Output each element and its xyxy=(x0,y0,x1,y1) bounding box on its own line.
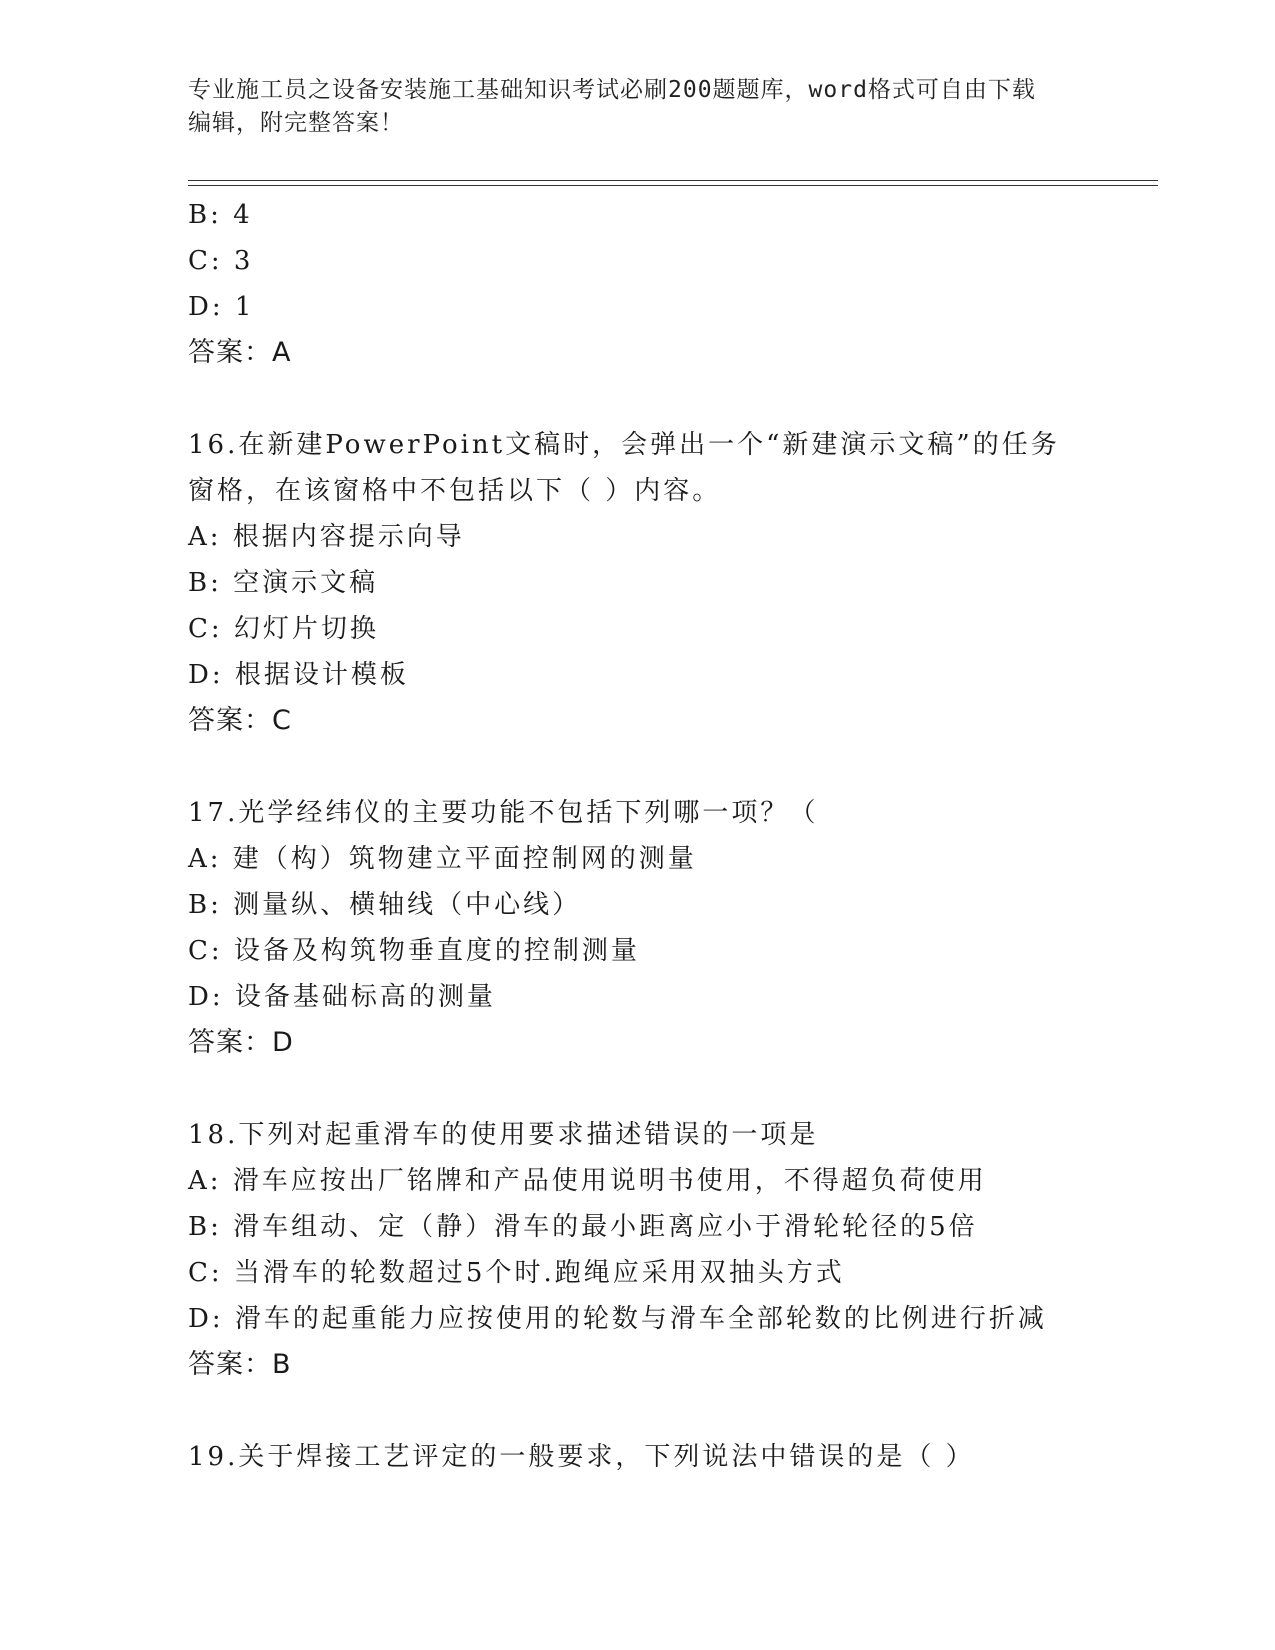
spacer xyxy=(188,376,1188,422)
question-17 xyxy=(188,790,1188,1066)
option-c: C: 3 xyxy=(188,246,254,276)
option-d: D: 1 xyxy=(188,292,255,322)
question-15-tail xyxy=(188,192,1188,376)
question-18 xyxy=(188,1112,1188,1388)
question-text-line-1: 18.下列对起重滑车的使用要求描述错误的一项是 xyxy=(188,1120,819,1150)
header-title-line-1: 专业施工员之设备安装施工基础知识考试必刷200题题库，word格式可自由下载 xyxy=(188,77,1036,103)
option-b: B: 滑车组动、定（静）滑车的最小距离应小于滑轮轮径的5倍 xyxy=(188,1212,978,1242)
answer-label: 答案：D xyxy=(188,1027,294,1058)
option-c: C: 幻灯片切换 xyxy=(188,614,379,644)
option-a: A: 建（构）筑物建立平面控制网的测量 xyxy=(188,844,697,874)
document-header xyxy=(188,74,1088,140)
header-divider-top xyxy=(188,180,1158,181)
header-divider-bottom xyxy=(188,185,1158,186)
option-b: B: 4 xyxy=(188,200,253,230)
question-text-line-1: 17.光学经纬仪的主要功能不包括下列哪一项？（ xyxy=(188,798,819,828)
spacer xyxy=(188,744,1188,790)
option-a: A: 根据内容提示向导 xyxy=(188,522,465,552)
answer-label: 答案：C xyxy=(188,705,292,736)
option-c: C: 设备及构筑物垂直度的控制测量 xyxy=(188,936,640,966)
question-list xyxy=(188,192,1188,1480)
question-19 xyxy=(188,1434,1188,1480)
question-text-line-1: 19.关于焊接工艺评定的一般要求，下列说法中错误的是（ ） xyxy=(188,1442,975,1472)
question-16 xyxy=(188,422,1188,744)
option-a: A: 滑车应按出厂铭牌和产品使用说明书使用，不得超负荷使用 xyxy=(188,1166,987,1196)
option-d: D: 设备基础标高的测量 xyxy=(188,982,496,1012)
option-c: C: 当滑车的轮数超过5个时.跑绳应采用双抽头方式 xyxy=(188,1258,845,1288)
answer-label: 答案：A xyxy=(188,337,292,368)
question-text-line-1: 16.在新建PowerPoint文稿时，会弹出一个“新建演示文稿”的任务 xyxy=(188,430,1060,460)
header-title-line-2: 编辑，附完整答案！ xyxy=(188,110,404,136)
spacer xyxy=(188,1388,1188,1434)
question-text-line-2: 窗格，在该窗格中不包括以下（ ）内容。 xyxy=(188,476,722,506)
option-d: D: 滑车的起重能力应按使用的轮数与滑车全部轮数的比例进行折减 xyxy=(188,1304,1047,1334)
answer-label: 答案：B xyxy=(188,1349,292,1380)
spacer xyxy=(188,1066,1188,1112)
option-b: B: 测量纵、横轴线（中心线） xyxy=(188,890,582,920)
option-d: D: 根据设计模板 xyxy=(188,660,409,690)
option-b: B: 空演示文稿 xyxy=(188,568,379,598)
